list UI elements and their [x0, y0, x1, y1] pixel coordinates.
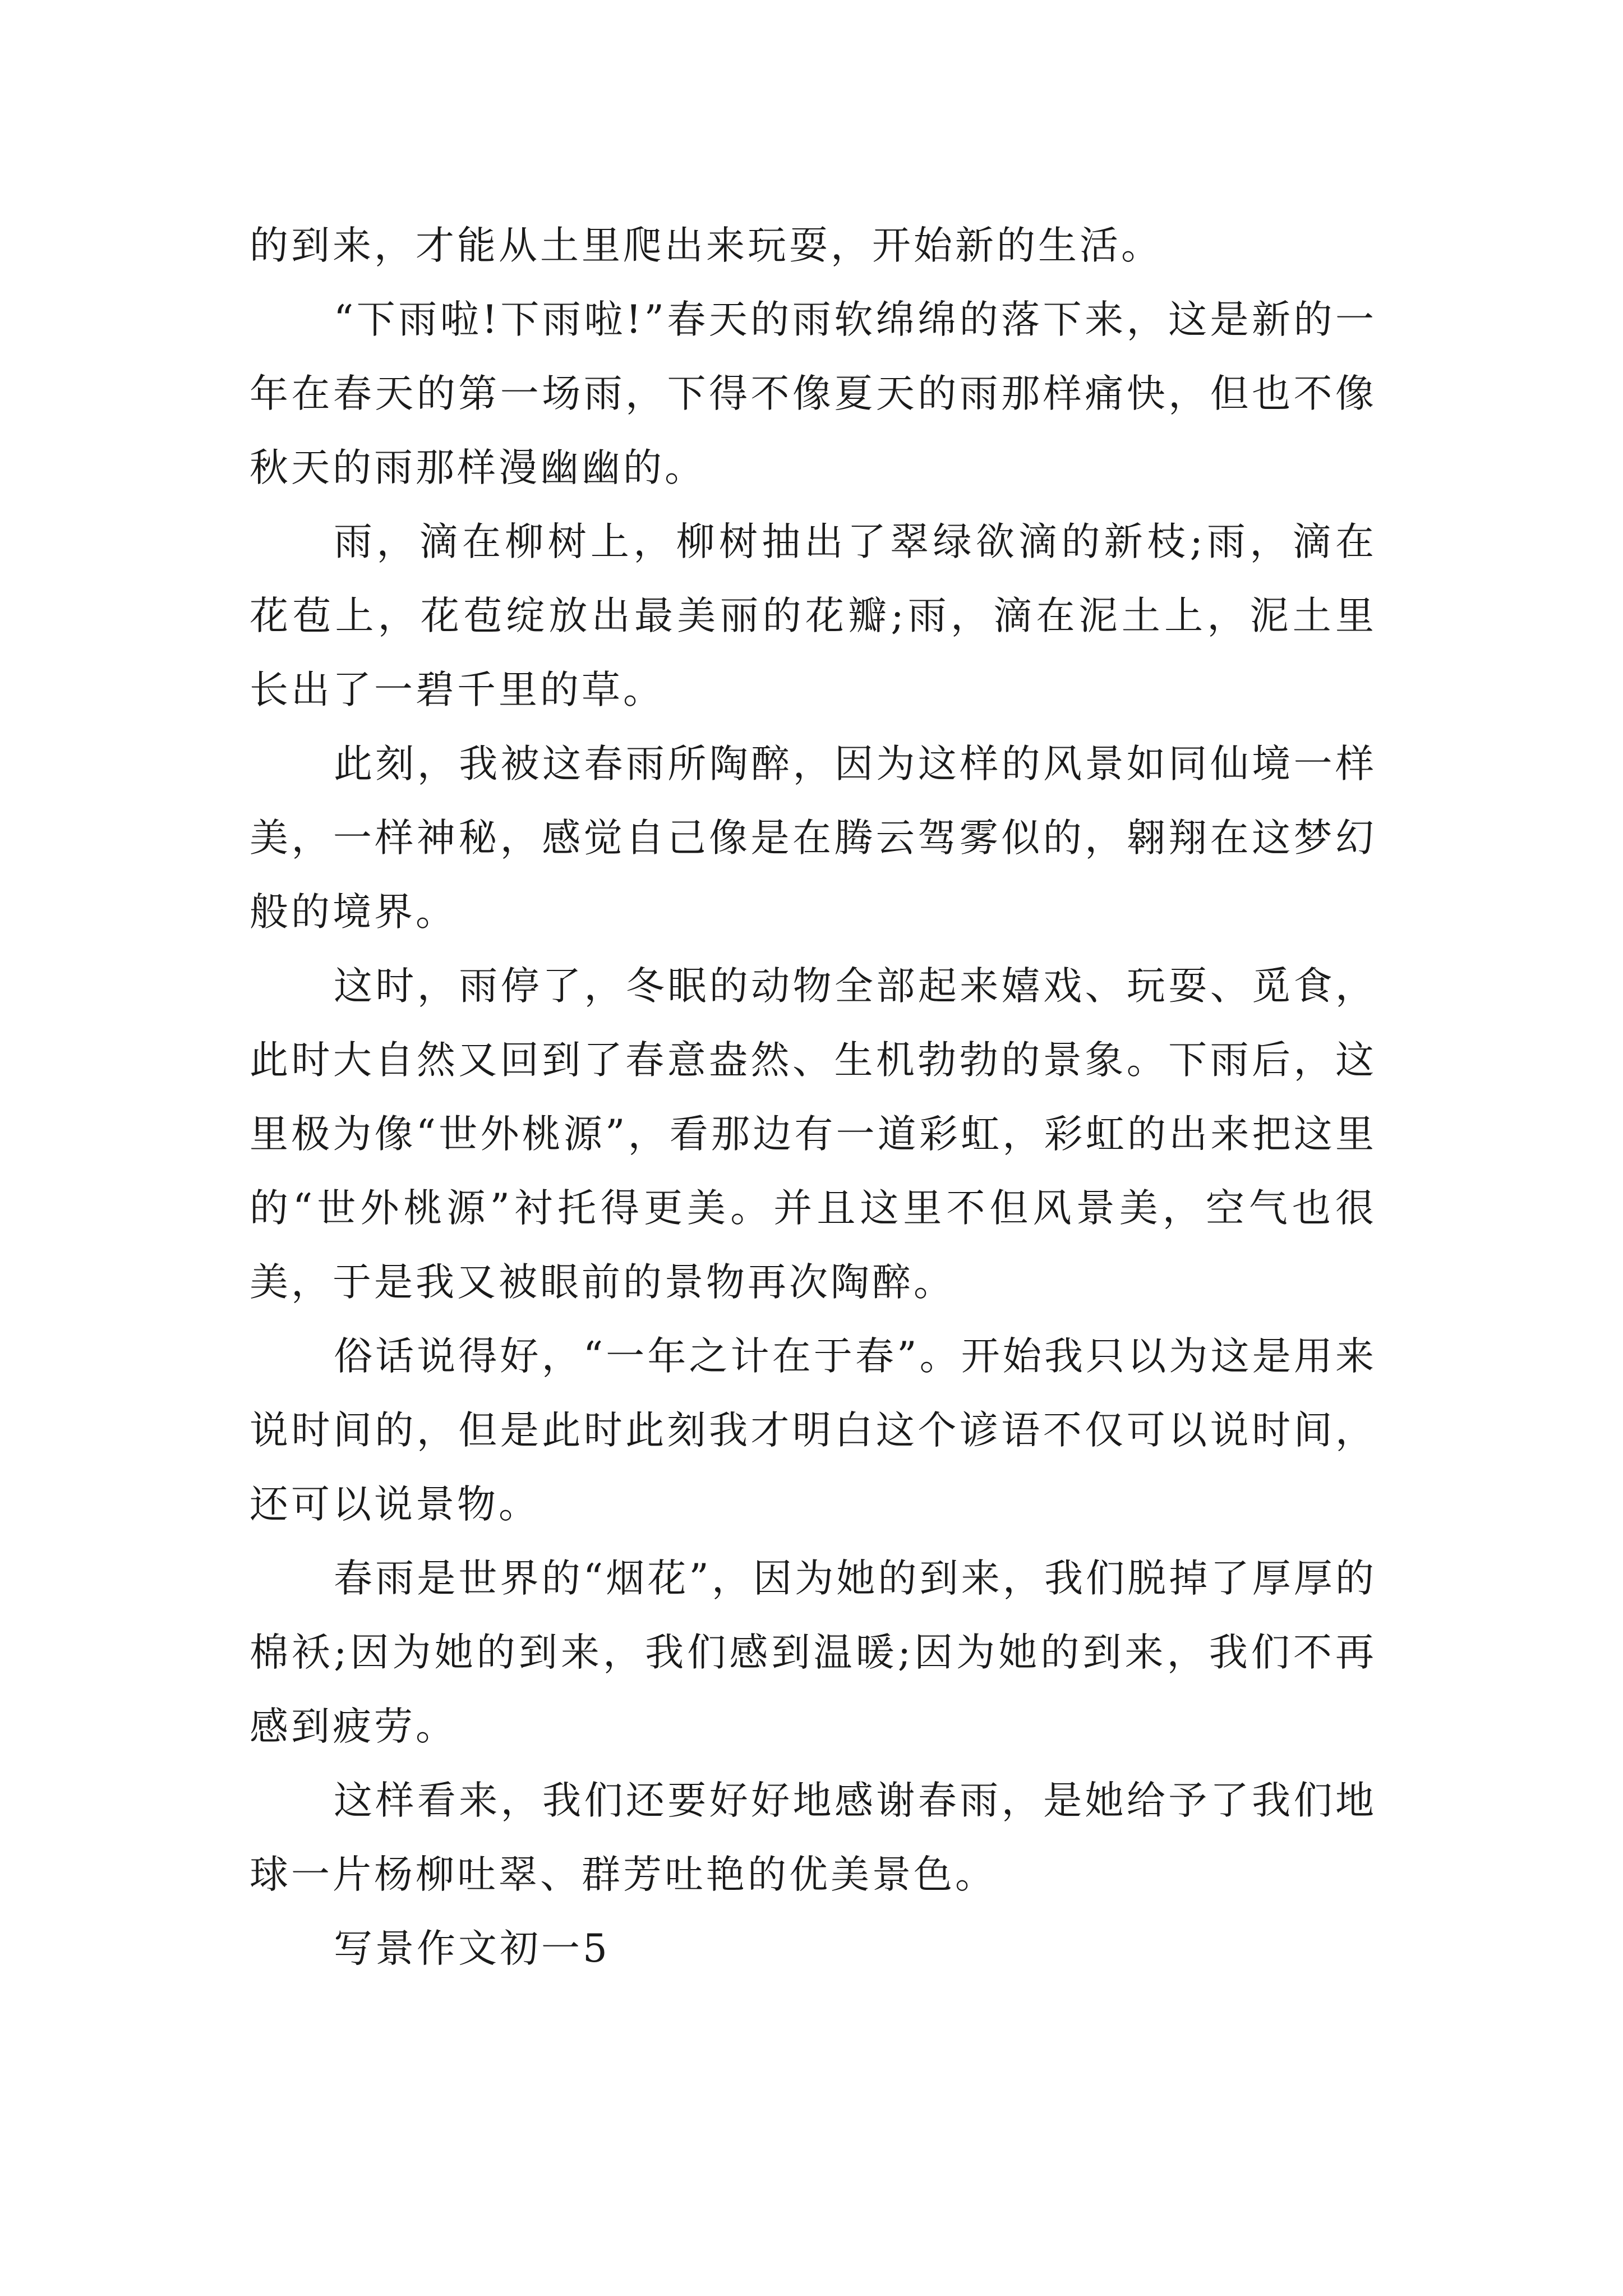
paragraph-3: 雨，滴在柳树上，柳树抽出了翠绿欲滴的新枝;雨，滴在花苞上，花苞绽放出最美丽的花瓣;雨，滴在泥土上，泥土里长出了一碧千里的草。 — [250, 519, 1377, 712]
paragraph-5: 这时，雨停了，冬眠的动物全部起来嬉戏、玩耍、觅食，此时大自然又回到了春意盎然、生机勃勃的景象。下雨后，这里极为像“世外桃源”，看那边有一道彩虹，彩虹的出来把这里的“世外桃源”衬托得更美。并且这里不但风景美，空气也很美，于是我又被眼前的景物再次陶醉。 — [250, 964, 1377, 1305]
paragraph-4: 此刻，我被这春雨所陶醉，因为这样的风景如同仙境一样美，一样神秘，感觉自己像是在腾云驾雾似的，翱翔在这梦幻般的境界。 — [250, 742, 1377, 935]
paragraph-6: 俗话说得好，“一年之计在于春”。开始我只以为这是用来说时间的，但是此时此刻我才明白这个谚语不仅可以说时间，还可以说景物。 — [250, 1334, 1377, 1527]
paragraph-2: “下雨啦!下雨啦!”春天的雨软绵绵的落下来，这是新的一年在春天的第一场雨，下得不像夏天的雨那样痛快，但也不像秋天的雨那样漫幽幽的。 — [250, 297, 1377, 490]
paragraph-7: 春雨是世界的“烟花”，因为她的到来，我们脱掉了厚厚的棉袄;因为她的到来，我们感到温暖;因为她的到来，我们不再感到疲劳。 — [250, 1556, 1377, 1749]
document-body — [250, 209, 1377, 1986]
section-heading: 写景作文初一5 — [334, 1926, 610, 1971]
paragraph-1: 的到来，才能从土里爬出来玩耍，开始新的生活。 — [250, 223, 1163, 268]
paragraph-8: 这样看来，我们还要好好地感谢春雨，是她给予了我们地球一片杨柳吐翠、群芳吐艳的优美景色。 — [250, 1778, 1377, 1897]
